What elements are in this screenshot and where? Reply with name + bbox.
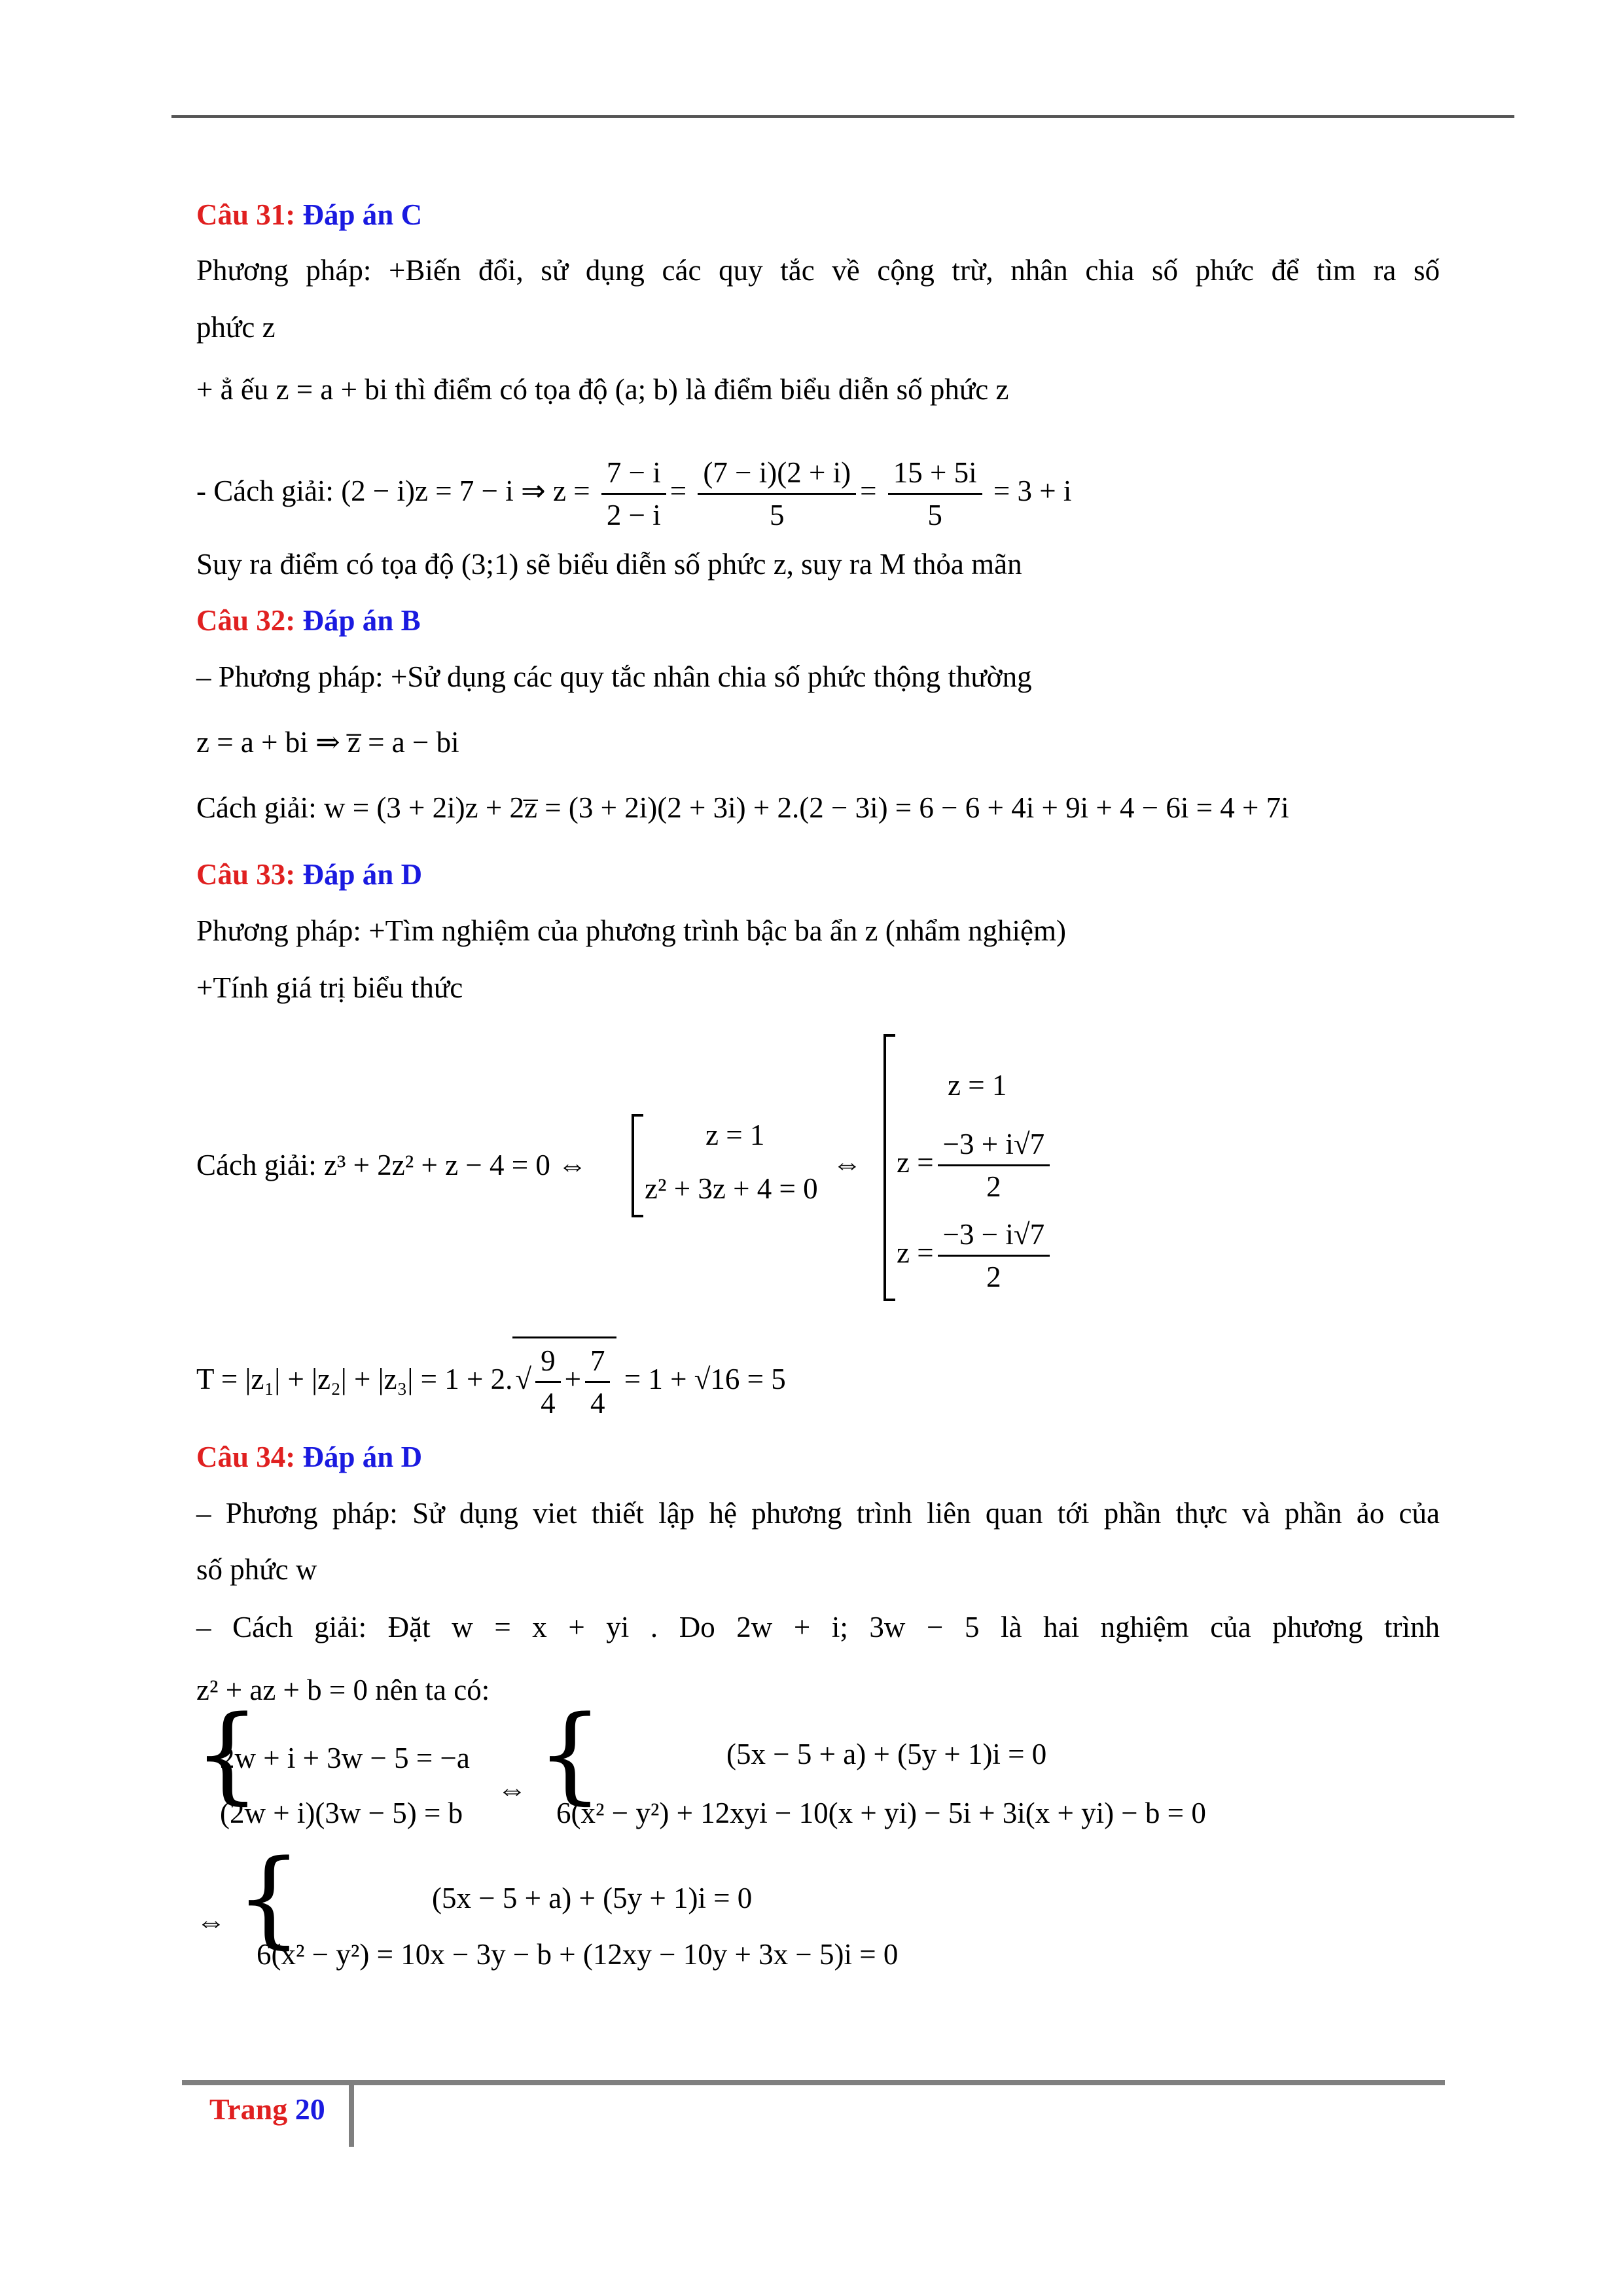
q33-t-rhs: = 1 + √16 = 5: [624, 1363, 786, 1395]
q34-solution-line1: – Cách giải: Đặt w = x + yi . Do 2w + i; 3w − 5 là hai nghiệm của phương trình: [196, 1611, 1440, 1643]
q34-answer: Đáp án D: [302, 1441, 423, 1473]
q33-heading: [196, 856, 422, 893]
q34-method-line1: – Phương pháp: Sử dụng viet thiết lập hệ phương trình liên quan tới phần thực và phần ảo của: [196, 1497, 1440, 1530]
q31-method-line1: Phương pháp: +Biến đổi, sử dụng các quy tắc về cộng trừ, nhân chia số phức để tìm ra số: [196, 254, 1440, 287]
q34-heading: [196, 1439, 422, 1475]
q31-solution: - Cách giải: (2 − i)z = 7 − i ⇒ z = $\frac{7 - i}{2 - i}$ = $\frac{(7 - i)(2 + i)}{5}$ = $\frac{15 + 5i}{5}$ = 3 + i: [196, 450, 1071, 535]
q33-solution-prefix: Cách giải:: [196, 1149, 317, 1181]
q31-number: Câu 31:: [196, 198, 296, 231]
q33-root-1: z = 1: [948, 1069, 1007, 1102]
q31-solution-prefix: - Cách giải:: [196, 475, 334, 507]
q34-system2-b: 6(x² − y²) + 12xyi − 10(x + yi) − 5i + 3i(x + yi) − b = 0: [556, 1797, 1206, 1829]
q34-number: Câu 34:: [196, 1441, 296, 1473]
q31-method-line2: phức z: [196, 311, 276, 344]
q32-solution: Cách giải: w = (3 + 2i)z + 2z̅ = (3 + 2i)(2 + 3i) + 2.(2 − 3i) = 6 − 6 + 4i + 9i + 4 − 6i = 4 + 7i: [196, 791, 1289, 824]
q33-cubic-equation: z³ + 2z² + z − 4 = 0 ⇔: [323, 1149, 588, 1181]
header-rule: [171, 115, 1514, 118]
q33-system-b: z² + 3z + 4 = 0: [645, 1172, 818, 1205]
footer-rule: [182, 2080, 1445, 2085]
q34-iff-1: ⇔: [497, 1773, 527, 1806]
footer-label: Trang: [209, 2092, 288, 2126]
q31-fraction-1: $\frac{7 - i}{2 - i}$: [601, 452, 666, 535]
q31-solution-lhs: (2 − i)z = 7 − i ⇒ z =: [341, 475, 590, 507]
q33-system-a: z = 1: [705, 1119, 765, 1151]
q33-root-2: z = $\frac{-3 + i√7}{2}$: [897, 1122, 1054, 1207]
q31-conclusion: Suy ra điểm có tọa độ (3;1) sẽ biểu diễn số phức z, suy ra M thỏa mãn: [196, 548, 1022, 581]
footer-divider: [349, 2083, 354, 2147]
q32-heading: [196, 602, 421, 639]
page-number: 20: [294, 2092, 325, 2126]
q31-solution-result: = 3 + i: [993, 475, 1072, 507]
q31-heading: [196, 196, 422, 233]
q33-method-line1: Phương pháp: +Tìm nghiệm của phương trình bậc ba ẩn z (nhẩm nghiệm): [196, 914, 1066, 947]
q34-method-line2: số phức w: [196, 1553, 317, 1586]
q33-method-line2: +Tính giá trị biểu thức: [196, 971, 463, 1004]
q32-method: – Phương pháp: +Sử dụng các quy tắc nhân chia số phức thộng thường: [196, 660, 1032, 693]
q34-system3-b: 6(x² − y²) = 10x − 3y − b + (12xy − 10y + 3x − 5)i = 0: [257, 1938, 899, 1971]
q34-system1-b: (2w + i)(3w − 5) = b: [220, 1797, 463, 1829]
q31-method-line3: + ẳ ếu z = a + bi thì điểm có tọa độ (a; b) là điểm biểu diễn số phức z: [196, 373, 1009, 406]
q31-fraction-3: $\frac{15 + 5i}{5}$: [888, 452, 982, 535]
q32-conjugate-formula: z = a + bi ⇒ z̅ = a − bi: [196, 726, 459, 759]
q33-bracket-2: [883, 1034, 895, 1301]
q34-brace-1: {: [194, 1693, 260, 1815]
q33-number: Câu 33:: [196, 858, 296, 891]
q33-root-3: z = $\frac{-3 - i√7}{2}$: [897, 1212, 1054, 1297]
q33-iff: ⇔: [832, 1147, 862, 1180]
q32-number: Câu 32:: [196, 604, 296, 637]
q31-fraction-2: $\frac{(7 - i)(2 + i)}{5}$: [698, 452, 856, 535]
q34-system1-a: 2w + i + 3w − 5 = −a: [220, 1742, 470, 1774]
q32-answer: Đáp án B: [302, 604, 421, 637]
q34-solution-line2: z² + az + b = 0 nên ta có:: [196, 1674, 490, 1706]
q33-bracket-1: [632, 1114, 643, 1217]
q33-solution-main: [196, 1147, 587, 1183]
q34-brace-3: {: [236, 1837, 302, 1959]
page-footer: [209, 2092, 325, 2126]
q34-system2-a: (5x − 5 + a) + (5y + 1)i = 0: [726, 1738, 1047, 1770]
q34-iff-2: ⇔: [196, 1905, 226, 1938]
q34-brace-2: {: [537, 1693, 603, 1815]
q33-t-sqrt: √ $\frac{9}{4}$ + $\frac{7}{4}$: [512, 1336, 616, 1424]
q33-t-lhs: T = |z₁| + |z₂| + |z₃| = 1 + 2.: [196, 1363, 513, 1395]
q31-answer: Đáp án C: [302, 198, 423, 231]
q34-system3-a: (5x − 5 + a) + (5y + 1)i = 0: [432, 1882, 753, 1914]
q33-answer: Đáp án D: [302, 858, 423, 891]
q33-t-calculation: [196, 1336, 786, 1424]
